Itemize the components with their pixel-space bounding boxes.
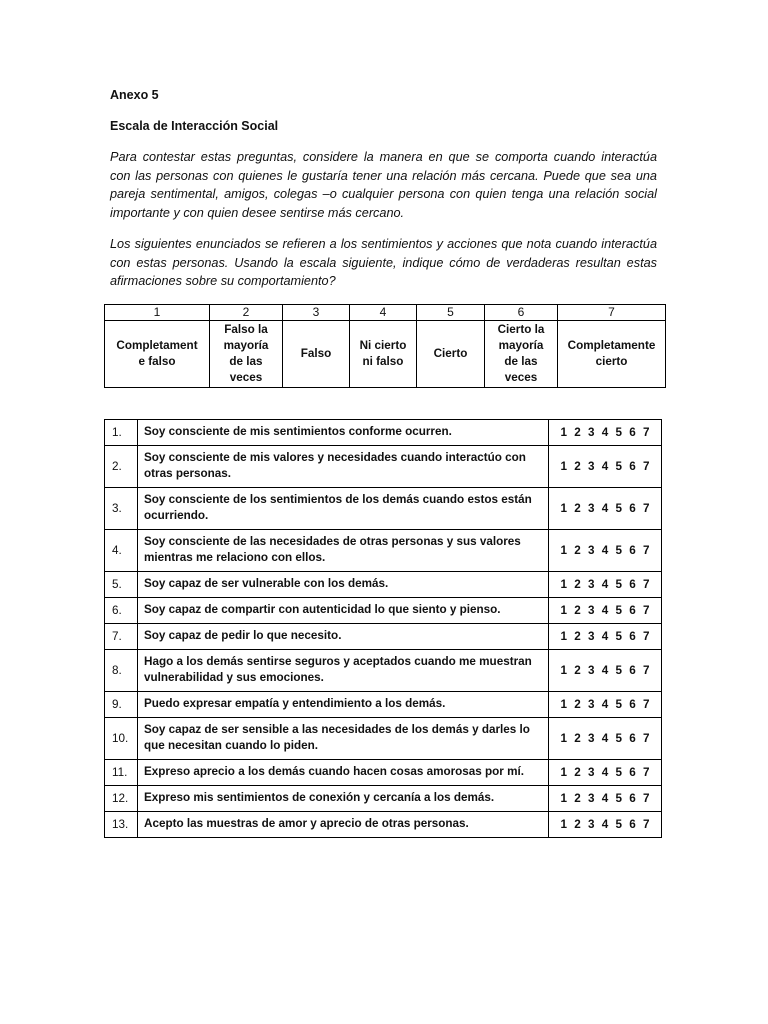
scale-label-line: veces [229,371,263,384]
item-response-scale: 1 2 3 4 5 6 7 [549,624,662,650]
scale-label-line: e falso [138,355,176,368]
item-row [105,718,662,760]
scale-value-cell: 1 [105,305,210,321]
scale-label-cell [417,321,485,388]
item-number: 7. [105,624,138,650]
item-text: Soy consciente de mis sentimientos conforme ocurren. [138,420,549,446]
item-row [105,598,662,624]
scale-label-line: de las [229,355,263,368]
item-response-scale: 1 2 3 4 5 6 7 [549,598,662,624]
item-response-scale: 1 2 3 4 5 6 7 [549,812,662,838]
scale-title: Escala de Interacción Social [110,119,279,133]
instructions-line: importante y con quien desee sentirse más cercano. [110,205,405,220]
item-number: 3. [105,488,138,530]
scale-value-cell: 2 [210,305,283,321]
items-table [104,419,662,838]
item-row [105,692,662,718]
item-response-scale: 1 2 3 4 5 6 7 [549,650,662,692]
item-text: Soy consciente de las necesidades de otras personas y sus valores mientras me relaciono con ellos. [138,530,549,572]
scale-label-line: Completamente [567,339,656,352]
item-row [105,488,662,530]
scale-label-cell [105,321,210,388]
item-text: Hago a los demás sentirse seguros y aceptados cuando me muestran vulnerabilidad y sus emociones. [138,650,549,692]
scale-label-cell [350,321,417,388]
item-number: 10. [105,718,138,760]
item-response-scale: 1 2 3 4 5 6 7 [549,572,662,598]
item-number: 9. [105,692,138,718]
scale-value-cell: 3 [283,305,350,321]
item-text: Soy capaz de compartir con autenticidad lo que siento y pienso. [138,598,549,624]
item-response-scale: 1 2 3 4 5 6 7 [549,446,662,488]
item-text: Expreso mis sentimientos de conexión y cercanía a los demás. [138,786,549,812]
item-text: Soy consciente de mis valores y necesidades cuando interactúo con otras personas. [138,446,549,488]
instructions-paragraph [110,148,657,222]
scale-label-cell [283,321,350,388]
scale-label-line: mayoría [498,339,544,352]
instructions-line: con estas personas. Usando la escala siguiente, indique cómo de verdaderas resultan estas [110,255,657,270]
item-response-scale: 1 2 3 4 5 6 7 [549,786,662,812]
item-number: 12. [105,786,138,812]
scale-label-line: Cierto [433,347,468,360]
item-row [105,812,662,838]
item-row [105,760,662,786]
item-response-scale: 1 2 3 4 5 6 7 [549,488,662,530]
item-row [105,420,662,446]
item-text: Soy capaz de pedir lo que necesito. [138,624,549,650]
item-number: 13. [105,812,138,838]
scale-label-line: mayoría [223,339,269,352]
item-number: 4. [105,530,138,572]
scale-label-line: Falso [300,347,332,360]
scale-labels-row [105,321,666,388]
item-text: Soy consciente de los sentimientos de los demás cuando estos están ocurriendo. [138,488,549,530]
scale-label-line: Falso la [224,323,268,336]
instructions-line: Los siguientes enunciados se refieren a los sentimientos y acciones que nota cuando interactúa [110,237,657,251]
instructions-paragraph [110,235,657,291]
instructions-line: Para contestar estas preguntas, considere la manera en que se comporta cuando interactúa [110,150,657,164]
scale-values-row [105,305,666,321]
instructions-line: con las personas con quienes le gustaría tener una relación más cercana. Puede que sea una [110,168,657,183]
scale-label-line: Completament [116,339,198,352]
item-text: Soy capaz de ser sensible a las necesidades de los demás y darles lo que necesitan cuando lo piden. [138,718,549,760]
item-row [105,530,662,572]
item-response-scale: 1 2 3 4 5 6 7 [549,760,662,786]
scale-value-cell: 7 [558,305,666,321]
item-response-scale: 1 2 3 4 5 6 7 [549,692,662,718]
instructions-line: afirmaciones sobre su comportamiento? [110,274,336,288]
item-text: Expreso aprecio a los demás cuando hacen cosas amorosas por mí. [138,760,549,786]
item-number: 1. [105,420,138,446]
item-number: 5. [105,572,138,598]
scale-label-line: Ni cierto [359,339,407,352]
instructions-line: pareja sentimental, amigos, colegas –o cualquier persona con quien tenga una relación social [110,187,657,201]
scale-label-line: Cierto la [497,323,545,336]
item-response-scale: 1 2 3 4 5 6 7 [549,530,662,572]
item-number: 2. [105,446,138,488]
item-text: Acepto las muestras de amor y aprecio de otras personas. [138,812,549,838]
item-number: 11. [105,760,138,786]
scale-label-line: de las [504,355,538,368]
scale-label-line: ni falso [362,355,404,368]
rating-scale-table [104,304,666,388]
scale-label-cell [485,321,558,388]
item-number: 8. [105,650,138,692]
item-response-scale: 1 2 3 4 5 6 7 [549,420,662,446]
item-text: Puedo expresar empatía y entendimiento a los demás. [138,692,549,718]
scale-label-line: veces [504,371,538,384]
annex-title: Anexo 5 [110,88,159,102]
scale-label-cell [558,321,666,388]
item-text: Soy capaz de ser vulnerable con los demás. [138,572,549,598]
scale-value-cell: 6 [485,305,558,321]
item-row [105,624,662,650]
item-row [105,572,662,598]
scale-value-cell: 5 [417,305,485,321]
item-row [105,650,662,692]
item-number: 6. [105,598,138,624]
item-row [105,786,662,812]
item-response-scale: 1 2 3 4 5 6 7 [549,718,662,760]
scale-label-line: cierto [595,355,628,368]
scale-label-cell [210,321,283,388]
scale-value-cell: 4 [350,305,417,321]
item-row [105,446,662,488]
